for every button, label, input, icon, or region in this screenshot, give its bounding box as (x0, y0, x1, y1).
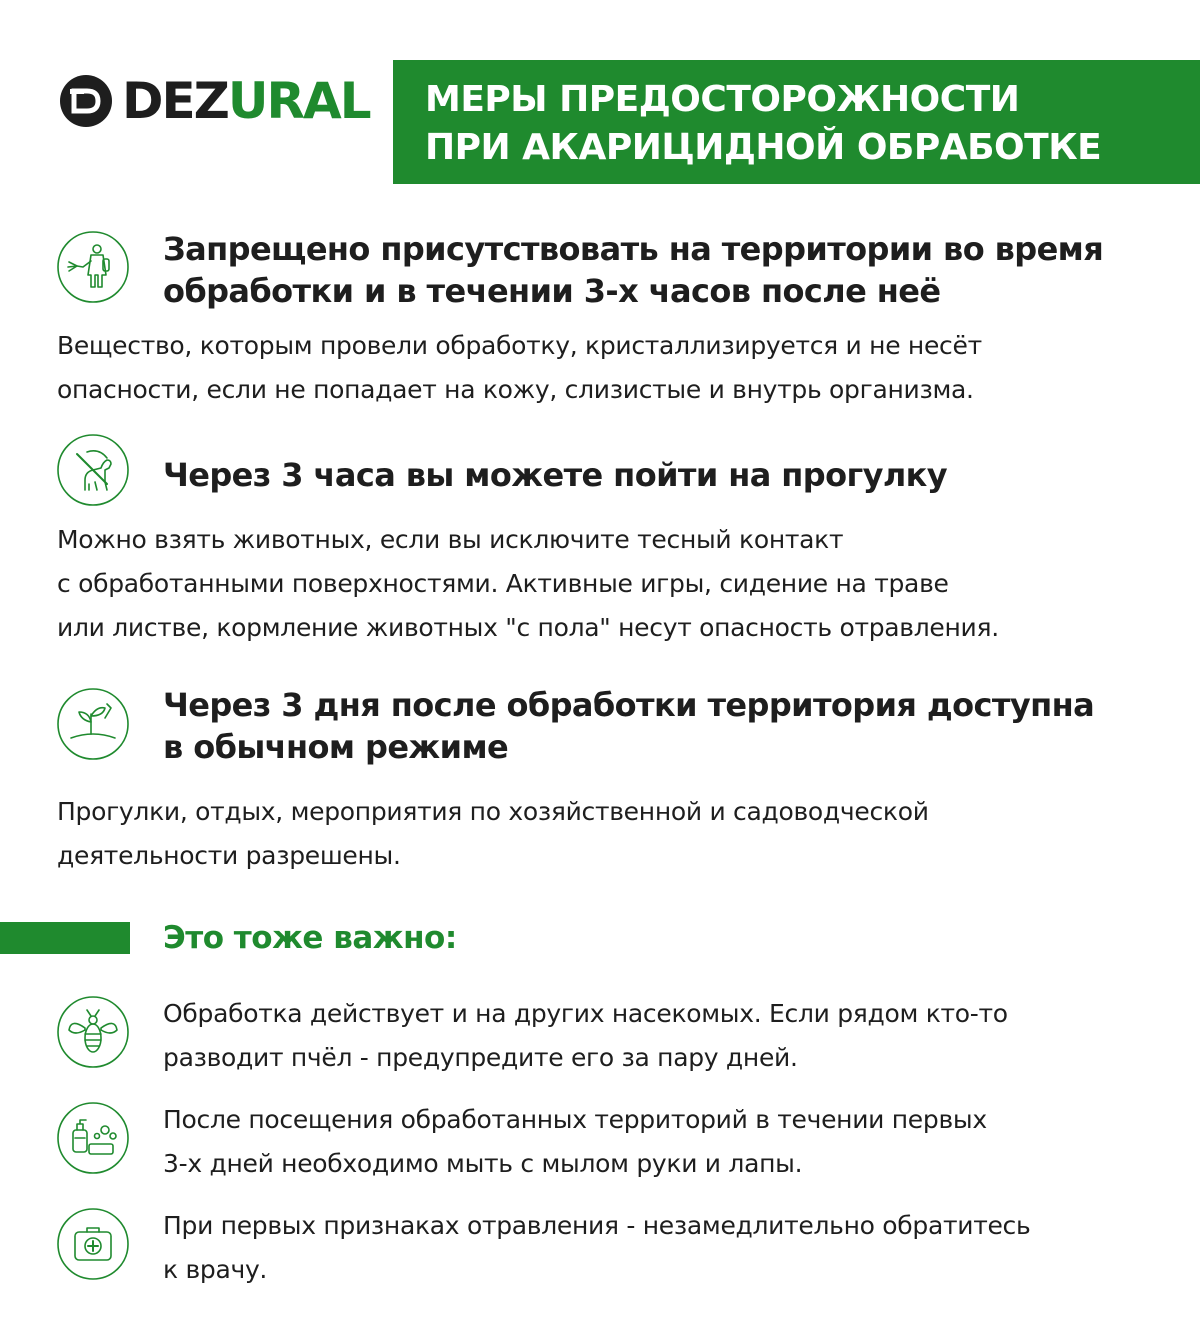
section-1-body-line-1: Вещество, которым провели обработку, кристаллизируется и не несёт (57, 331, 982, 360)
section-3-title-line-2: в обычном режиме (163, 728, 509, 766)
section-3-body-line-1: Прогулки, отдых, мероприятия по хозяйственной и садоводческой (57, 797, 929, 826)
important-item-3-line-1: При первых признаках отравления - незамедлительно обратитесь (163, 1211, 1031, 1240)
section-3-title (163, 684, 1094, 768)
section-1-body-line-2: опасности, если не попадает на кожу, слизистые и внутрь организма. (57, 375, 974, 404)
section-1-title (163, 228, 1103, 312)
banner-title-line-2: ПРИ АКАРИЦИДНОЙ ОБРАБОТКЕ (425, 127, 1102, 168)
section-3-body-line-2: деятельности разрешены. (57, 841, 401, 870)
important-item-3-line-2: к врачу. (163, 1255, 268, 1284)
bee-icon (55, 994, 131, 1070)
section-3-body (57, 790, 929, 878)
header-banner (393, 60, 1200, 184)
brand-name-dez: DEZ (122, 72, 228, 130)
important-item-1 (163, 992, 1008, 1080)
section-3-title-line-1: Через 3 дня после обработки территория доступна (163, 686, 1095, 724)
important-item-2-line-2: 3-х дней необходимо мыть с мылом руки и лапы. (163, 1149, 803, 1178)
important-item-1-line-2: разводит пчёл - предупредите его за пару дней. (163, 1043, 798, 1072)
section-2-title-line-1: Через 3 часа вы можете пойти на прогулку (163, 456, 948, 494)
brand-name-ural: URAL (227, 72, 370, 130)
dezural-logo-icon (58, 73, 114, 129)
brand-name (122, 72, 370, 130)
section-2-body-line-3: или листве, кормление животных "с пола" несут опасность отравления. (57, 613, 999, 642)
section-2-title (163, 454, 947, 496)
section-1-title-line-2: обработки и в течении 3-х часов после неё (163, 272, 941, 310)
soap-wash-icon (55, 1100, 131, 1176)
plant-sprout-icon (55, 686, 131, 762)
section-2-body (57, 518, 999, 650)
banner-title-line-1: МЕРЫ ПРЕДОСТОРОЖНОСТИ (425, 79, 1020, 120)
important-item-2 (163, 1098, 987, 1186)
section-1-body (57, 324, 982, 412)
sprayer-person-icon (55, 229, 131, 305)
section-2-body-line-2: с обработанными поверхностями. Активные игры, сидение на траве (57, 569, 949, 598)
important-item-3 (163, 1204, 1030, 1292)
important-title: Это тоже важно: (163, 920, 457, 956)
dog-walk-icon (55, 432, 131, 508)
first-aid-kit-icon (55, 1206, 131, 1282)
brand-logo (58, 70, 378, 132)
important-accent-bar (0, 922, 130, 954)
section-2-body-line-1: Можно взять животных, если вы исключите тесный контакт (57, 525, 844, 554)
important-item-2-line-1: После посещения обработанных территорий в течении первых (163, 1105, 987, 1134)
section-1-title-line-1: Запрещено присутствовать на территории во время (163, 230, 1104, 268)
important-item-1-line-1: Обработка действует и на других насекомых. Если рядом кто-то (163, 999, 1008, 1028)
